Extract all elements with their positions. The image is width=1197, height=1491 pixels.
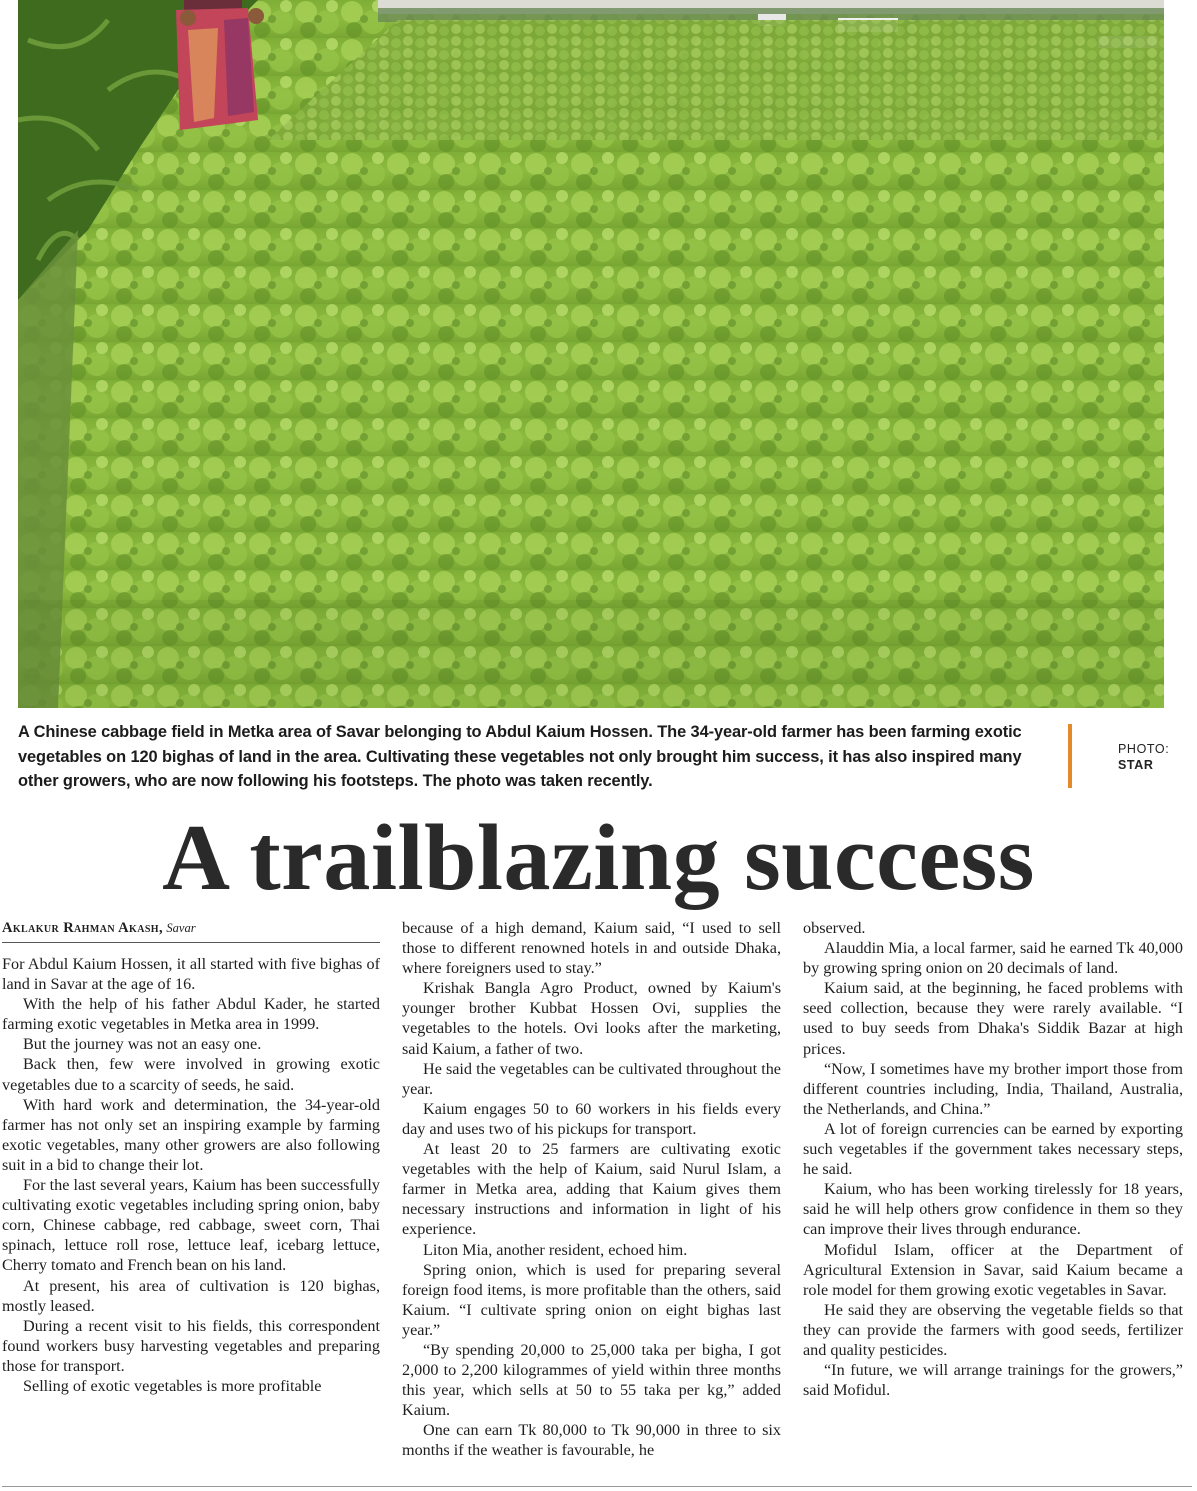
credit-source: STAR: [1118, 758, 1154, 772]
photo-caption: A Chinese cabbage field in Metka area of Savar belonging to Abdul Kaium Hossen. The 34-year-old farmer has been farming exotic vegetables on 120 bighas of land in the area. Cultivating these vegetables not only brought him success, it has also inspired many other growers, who are now following his footsteps. The photo was taken recently.: [18, 723, 1022, 790]
paragraph: For the last several years, Kaium has been successfully cultivating exotic vegetables including spring onion, baby corn, Chinese cabbage, red cabbage, sweet corn, Thai spinach, lettuce roll rose, lettuce leaf, icebarg lettuce, Cherry tomato and French bean on his land.: [2, 1176, 380, 1275]
paragraph: “By spending 20,000 to 25,000 taka per bigha, I got 2,000 to 2,200 kilogrammes of yield within three months this year, which sells at 50 to 55 taka per kg,” added Kaium.: [402, 1340, 781, 1420]
paragraph: “In future, we will arrange trainings for the growers,” said Mofidul.: [803, 1361, 1183, 1400]
cabbage-field-photo: [18, 0, 1164, 708]
paragraph: He said they are observing the vegetable fields so that they can provide the farmers with good seeds, fertilizer and quality pesticides.: [803, 1300, 1183, 1359]
paragraph: Spring onion, which is used for preparing several foreign food items, is more profitable than the others, said Kaium. “I cultivate spring onion on eight bighas last year.”: [402, 1260, 781, 1339]
bottom-rule: [2, 1486, 1192, 1487]
paragraph: One can earn Tk 80,000 to Tk 90,000 in three to six months if the weather is favourable, he: [402, 1421, 781, 1460]
article-column-3: [803, 918, 1183, 1400]
paragraph: Liton Mia, another resident, echoed him.: [423, 1240, 688, 1259]
paragraph: Selling of exotic vegetables is more profitable: [23, 1376, 322, 1395]
paragraph: He said the vegetables can be cultivated throughout the year.: [402, 1059, 781, 1098]
byline-author: Aklakur Rahman Akash,: [2, 920, 164, 936]
credit-accent-bar: [1068, 724, 1072, 788]
paragraph: But the journey was not an easy one.: [23, 1035, 262, 1054]
paragraph: Kaium, who has been working tirelessly for 18 years, said he will help others grow confidence in them so they can improve their lives through endurance.: [803, 1180, 1183, 1239]
paragraph: At least 20 to 25 farmers are cultivating exotic vegetables with the help of Kaium, said Nurul Islam, a farmer in Metka area, adding that Kaium gives them necessary instructions and information in light of his experience.: [402, 1140, 781, 1239]
paragraph: “Now, I sometimes have my brother import those from different countries including, India, Thailand, Australia, the Netherlands, and China.”: [803, 1059, 1183, 1118]
paragraph: observed.: [803, 919, 866, 937]
photo-credit: [1118, 741, 1169, 773]
paragraph: Mofidul Islam, officer at the Department of Agricultural Extension in Savar, said Kaium became a role model for them growing exotic vegetables in Savar.: [803, 1240, 1183, 1299]
paragraph: because of a high demand, Kaium said, “I used to sell those to different renowned hotels in and outside Dhaka, where foreigners used to stay.”: [402, 919, 781, 978]
paragraph: With the help of his father Abdul Kader, he started farming exotic vegetables in Metka area in 1999.: [2, 995, 380, 1034]
article-column-1: [2, 954, 380, 1396]
paragraph: Back then, few were involved in growing exotic vegetables due to a scarcity of seeds, he said.: [2, 1055, 380, 1094]
headline: A trailblazing success: [162, 806, 1035, 910]
paragraph: Kaium said, at the beginning, he faced problems with seed collection, because they were rarely available. “I used to buy seeds from Dhaka's Siddik Bazar at high prices.: [803, 979, 1183, 1058]
paragraph: During a recent visit to his fields, this correspondent found workers busy harvesting vegetables and preparing those for transport.: [2, 1316, 380, 1375]
credit-label: PHOTO:: [1118, 742, 1170, 756]
paragraph: Kaium engages 50 to 60 workers in his fields every day and uses two of his pickups for transport.: [402, 1099, 781, 1138]
photo-drawing: [18, 0, 1164, 708]
paragraph: A lot of foreign currencies can be earned by exporting such vegetables if the government takes necessary steps, he said.: [803, 1119, 1183, 1179]
paragraph: Krishak Bangla Agro Product, owned by Kaium's younger brother Kubbat Hossen Ovi, supplies the vegetables to the hotels. Ovi looks after the marketing, said Kaium, a father of two.: [402, 979, 781, 1058]
article-column-2: [402, 918, 781, 1461]
paragraph: At present, his area of cultivation is 120 bighas, mostly leased.: [2, 1276, 380, 1315]
paragraph: For Abdul Kaium Hossen, it all started with five bighas of land in Savar at the age of 16.: [2, 955, 380, 994]
paragraph: With hard work and determination, the 34-year-old farmer has not only set an inspiring example by farming exotic vegetables, many other growers are also following suit in a bid to change their lot.: [2, 1095, 380, 1174]
paragraph: Alauddin Mia, a local farmer, said he earned Tk 40,000 by growing spring onion on 20 decimals of land.: [803, 939, 1183, 978]
byline: [2, 919, 380, 943]
byline-location: Savar: [166, 921, 196, 935]
